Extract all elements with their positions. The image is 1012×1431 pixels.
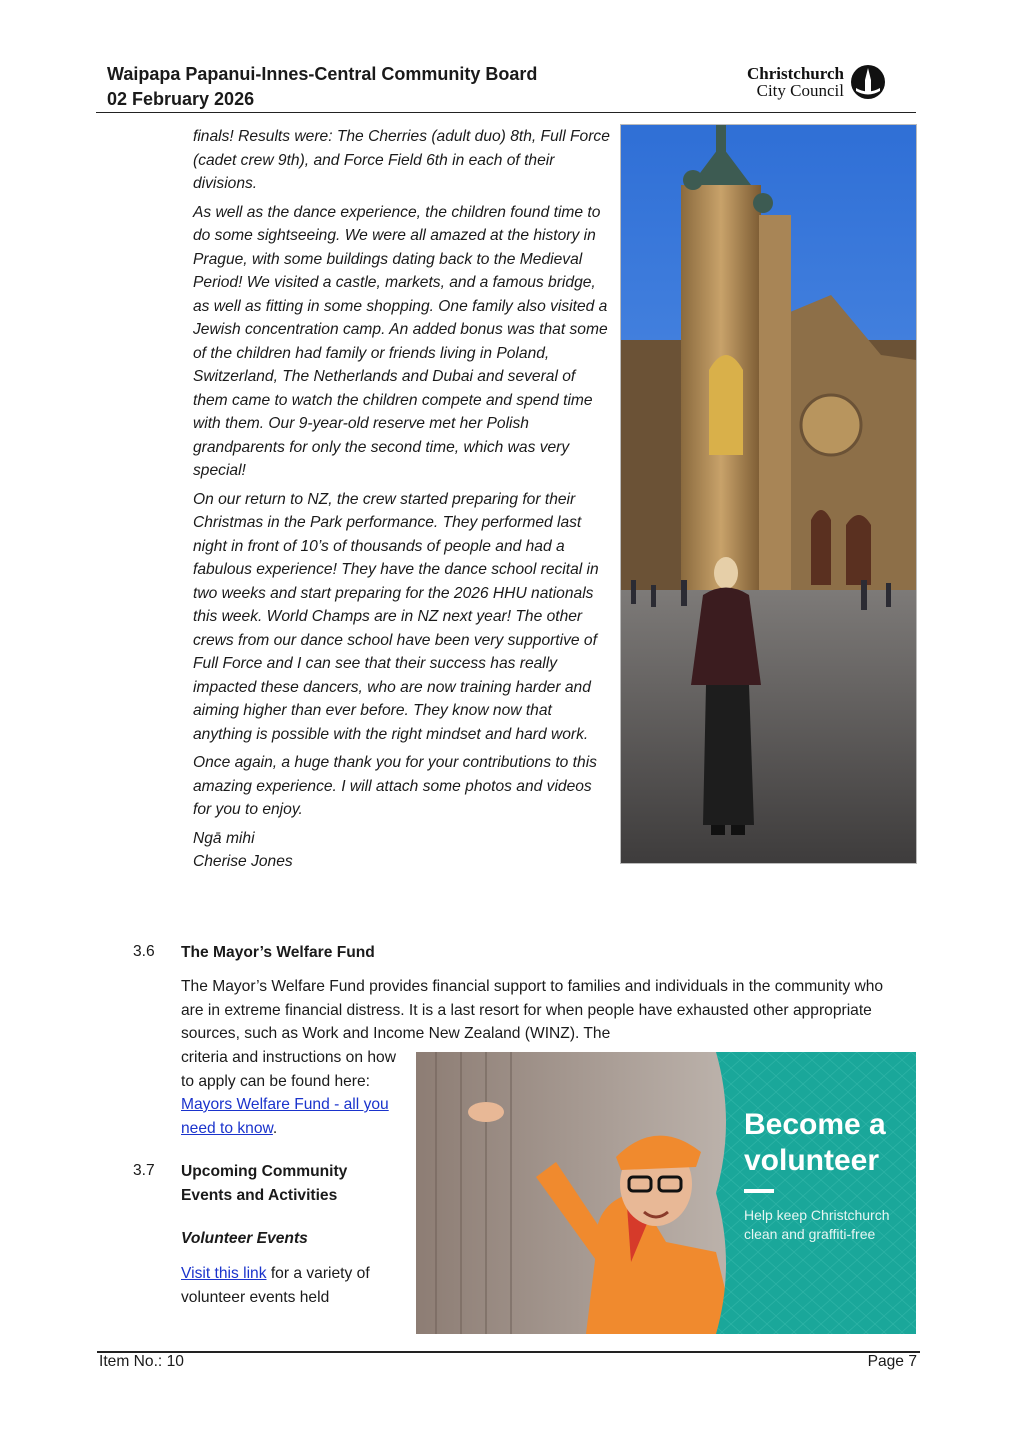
council-logo bbox=[747, 64, 886, 100]
logo-line2: City Council bbox=[756, 81, 844, 100]
banner-tagline-line1: Help keep Christchurch bbox=[744, 1207, 890, 1223]
letter-para-4: Once again, a huge thank you for your contributions to this amazing experience. I will attach some photos and videos for you to enjoy. bbox=[193, 754, 597, 818]
footer-page-number: Page 7 bbox=[867, 1353, 917, 1370]
section-3-7-number: 3.7 bbox=[133, 1162, 155, 1179]
header-title bbox=[107, 62, 537, 112]
become-volunteer-banner bbox=[416, 1052, 916, 1334]
letter-para-2: As well as the dance experience, the children found time to do some sightseeing. We were all amazed at the history in Prague, with some buildings dating back to the Medieval Period! We visited a castle, markets, and a famous bridge, as well as fitting in some shopping. One family also visited a Jewish concentration camp. An added bonus was that some of the children had family or friends living in Poland, Switzerland, The Netherlands and Dubai and several of them came to watch the children compete and spend time with them. Our 9-year-old reserve met her Polish grandparents for only the second time, which was very special! bbox=[193, 203, 608, 479]
letter-para-1: finals! Results were: The Cherries (adult duo) 8th, Full Force (cadet crew 9th), and Force Field 6th in each of their divisions. bbox=[193, 128, 610, 192]
footer-rule bbox=[97, 1351, 920, 1353]
banner-heading-line1: Become a bbox=[744, 1108, 886, 1141]
section-3-6-title: The Mayor’s Welfare Fund bbox=[181, 944, 375, 961]
banner-heading-line2: volunteer bbox=[744, 1144, 880, 1177]
volunteer-events-subheading: Volunteer Events bbox=[181, 1230, 308, 1247]
prague-cathedral-photo bbox=[620, 124, 917, 864]
letter-para-3: On our return to NZ, the crew started preparing for their Christmas in the Park performance. They performed last night in front of 10’s of thousands of people and had a fabulous experience! They have the dance school recital in two weeks and start preparing for the 2026 HHU nationals this week. World Champs are in NZ next year! The other crews from our dance school have been very supportive of Full Force and I can see that their success has really impacted these dancers, who are now training harder and aiming higher than ever before. They know now that anything is possible with the right mindset and hard work. bbox=[193, 490, 599, 743]
visit-this-link[interactable]: Visit this link bbox=[181, 1265, 267, 1282]
header-rule bbox=[96, 112, 916, 113]
mayors-welfare-fund-link[interactable]: Mayors Welfare Fund - all you need to know bbox=[181, 1096, 389, 1137]
letter-signoff: Ngā mihi Cherise Jones bbox=[193, 829, 293, 870]
letter-text bbox=[193, 125, 611, 874]
meeting-date: 02 February 2026 bbox=[107, 89, 255, 109]
logo-line1: Christchurch bbox=[747, 64, 844, 83]
section-3-6-number: 3.6 bbox=[133, 943, 155, 960]
footer-item-number: Item No.: 10 bbox=[99, 1353, 184, 1370]
section-3-6-body-cont: criteria and instructions on how to apply can be found here: Mayors Welfare Fund - all you need to know. bbox=[181, 1049, 396, 1137]
section-3-7-title: Upcoming Community Events and Activities bbox=[181, 1163, 348, 1204]
banner-tagline-line2: clean and graffiti-free bbox=[744, 1226, 876, 1242]
section-3-6-body: The Mayor’s Welfare Fund provides financial support to families and individuals in the community who are in extreme financial distress. It is a last resort for when people have exhausted other appropriate sources, such as Work and Income New Zealand (WINZ). The bbox=[181, 978, 884, 1042]
board-name: Waipapa Papanui-Innes-Central Community Board bbox=[107, 64, 538, 84]
cathedral-logo-icon bbox=[850, 64, 886, 100]
volunteer-events-text: Visit this link for a variety of volunteer events held bbox=[181, 1265, 370, 1306]
